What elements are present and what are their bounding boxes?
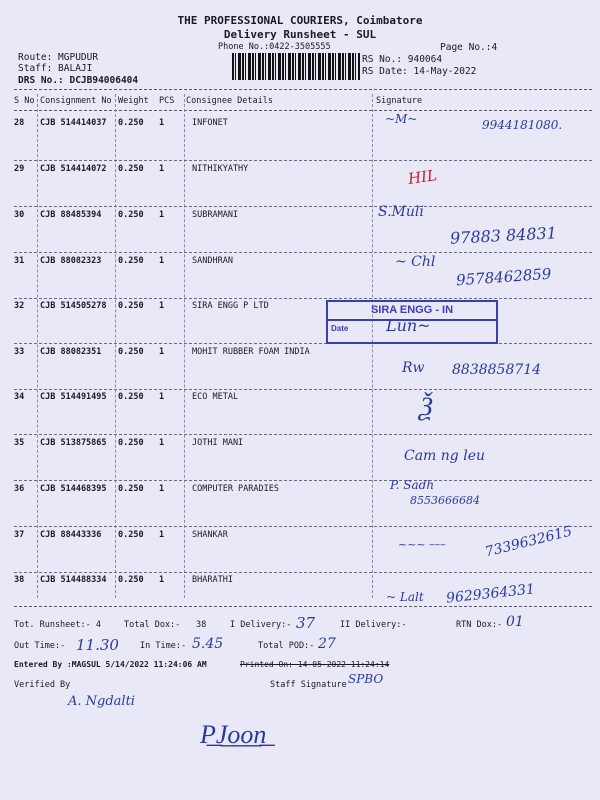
total-runsheet: Tot. Runsheet:- 4 (14, 620, 101, 630)
handwritten-phone: 8553666684 (410, 494, 480, 507)
row-sno: 29 (14, 164, 25, 174)
row-weight: 0.250 (118, 530, 144, 540)
signature-scribble: ~ Chl (395, 254, 436, 270)
table-row (14, 392, 594, 438)
signature-scribble: Lun~ (386, 316, 431, 335)
row-sno: 34 (14, 392, 25, 402)
row-weight: 0.250 (118, 210, 144, 220)
entered-by: Entered By :MAGSUL 5/14/2022 11:24:06 AM (14, 660, 207, 669)
row-pcs: 1 (159, 301, 165, 311)
route: Route: MGPUDUR (18, 52, 99, 63)
row-weight: 0.250 (118, 392, 144, 402)
row-weight: 0.250 (118, 438, 144, 448)
row-sno: 38 (14, 575, 25, 585)
row-divider (14, 389, 592, 390)
in-time-value: 5.45 (192, 636, 224, 652)
row-pcs: 1 (159, 347, 165, 357)
handwritten-phone: 9578462859 (455, 264, 552, 290)
staff-signature: SPBO (348, 672, 384, 686)
signature-scribble: ~ Lalt (386, 590, 424, 604)
row-sno: 30 (14, 210, 25, 220)
verifier-signature: A. Ngdalti (68, 694, 135, 709)
row-consignee: NITHIKYATHY (192, 164, 249, 174)
row-pcs: 1 (159, 438, 165, 448)
printed-on: Printed On: 14-05-2022 11:24:14 (240, 660, 390, 669)
handwritten-phone: 97883 84831 (449, 223, 558, 248)
row-weight: 0.250 (118, 301, 144, 311)
table-row (14, 301, 594, 347)
handwritten-phone: 9944181080. (482, 118, 563, 132)
stamp-date-label: Date (331, 324, 349, 333)
phone-number: Phone No.:0422-3505555 (218, 42, 331, 52)
row-pcs: 1 (159, 256, 165, 266)
row-divider (14, 343, 592, 344)
row-consignee: SUBRAMANI (192, 210, 239, 220)
signature-scribble: ~~~ ––– (398, 538, 446, 551)
signature-scribble: Rw (402, 360, 425, 376)
page-number: Page No.:4 (440, 42, 498, 53)
row-divider (14, 434, 592, 435)
header-rule-bottom (14, 110, 592, 111)
stamp-title: SIRA ENGG - IN (328, 302, 496, 321)
drs-number: DRS No.: DCJB94006404 (18, 75, 139, 86)
row-pcs: 1 (159, 164, 165, 174)
signature-scribble: Cam ng leu (404, 448, 485, 464)
handwritten-phone: 9629364331 (445, 581, 536, 607)
signature-scribble: ~M~ (385, 112, 418, 126)
row-consignee: ECO METAL (192, 392, 239, 402)
rs-number: RS No.: 940064 (362, 54, 443, 65)
row-consignment: CJB 514505278 (40, 301, 107, 311)
signature-scribble: Ѯ (420, 392, 433, 422)
signature-scribble: P͟J͟o͟o͟n͟ (200, 720, 267, 750)
row-weight: 0.250 (118, 118, 144, 128)
row-pcs: 1 (159, 530, 165, 540)
row-consignee: SANDHRAN (192, 256, 233, 266)
row-pcs: 1 (159, 118, 165, 128)
row-divider (14, 160, 592, 161)
row-consignee: COMPUTER PARADIES (192, 484, 279, 494)
row-divider (14, 526, 592, 527)
table-row (14, 164, 594, 210)
row-pcs: 1 (159, 575, 165, 585)
row-weight: 0.250 (118, 575, 144, 585)
row-consignment: CJB 514468395 (40, 484, 107, 494)
row-sno: 28 (14, 118, 25, 128)
staff: Staff: BALAJI (18, 63, 93, 74)
rs-date: RS Date: 14-May-2022 (362, 66, 477, 77)
row-consignee: MOHIT RUBBER FOAM INDIA (192, 347, 310, 357)
header-rule-top (14, 89, 592, 90)
row-consignee: INFONET (192, 118, 228, 128)
row-pcs: 1 (159, 484, 165, 494)
table-header (14, 96, 594, 108)
row-weight: 0.250 (118, 256, 144, 266)
row-pcs: 1 (159, 210, 165, 220)
total-dox-label: Total Dox:- (124, 620, 181, 630)
row-consignment: CJB 514414037 (40, 118, 107, 128)
table-row (14, 484, 594, 530)
row-consignment: CJB 514491495 (40, 392, 107, 402)
verified-by-label: Verified By (14, 680, 71, 690)
row-consignee: JOTHI MANI (192, 438, 244, 448)
i-delivery-value: 37 (296, 614, 316, 632)
total-dox-value: 38 (196, 620, 207, 630)
rtn-dox-label: RTN Dox:- (456, 620, 503, 630)
col-consignment: Consignment No (40, 96, 112, 106)
row-divider (14, 572, 592, 573)
row-consignment: CJB 88443336 (40, 530, 102, 540)
total-pod-label: Total POD:- (258, 641, 315, 651)
row-sno: 36 (14, 484, 25, 494)
i-delivery-label: I Delivery:- (230, 620, 292, 630)
row-divider (14, 206, 592, 207)
table-rule-bottom (14, 606, 592, 607)
handwritten-phone: 7339632615 (483, 523, 574, 561)
row-consignment: CJB 514414072 (40, 164, 107, 174)
row-consignment: CJB 88082323 (40, 256, 102, 266)
row-weight: 0.250 (118, 347, 144, 357)
in-time-label: In Time:- (140, 641, 187, 651)
row-sno: 33 (14, 347, 25, 357)
row-pcs: 1 (159, 392, 165, 402)
row-consignee: BHARATHI (192, 575, 233, 585)
row-weight: 0.250 (118, 164, 144, 174)
row-sno: 37 (14, 530, 25, 540)
handwritten-phone: 8838858714 (452, 362, 542, 378)
col-weight: Weight (118, 96, 149, 106)
ii-delivery-label: II Delivery:- (340, 620, 407, 630)
row-sno: 35 (14, 438, 25, 448)
row-weight: 0.250 (118, 484, 144, 494)
col-pcs: PCS (159, 96, 175, 106)
out-time-value: 11.30 (76, 636, 119, 654)
handwritten-signature: P. Sadh (390, 478, 435, 492)
row-consignment: CJB 88485394 (40, 210, 102, 220)
row-divider (14, 298, 592, 299)
col-sno: S No (14, 96, 35, 106)
col-signature: Signature (376, 96, 423, 106)
row-consignment: CJB 513875865 (40, 438, 107, 448)
col-consignee: Consignee Details (186, 96, 273, 106)
total-pod-value: 27 (318, 636, 336, 652)
row-consignment: CJB 88082351 (40, 347, 102, 357)
handwritten-signature: S.Muli (378, 204, 424, 220)
document-title: Delivery Runsheet - SUL (223, 28, 377, 41)
table-row (14, 438, 594, 484)
row-sno: 31 (14, 256, 25, 266)
staff-signature-label: Staff Signature (270, 680, 347, 690)
row-sno: 32 (14, 301, 25, 311)
row-consignee: SHANKAR (192, 530, 228, 540)
company-name: THE PROFESSIONAL COURIERS, Coimbatore (177, 14, 423, 27)
barcode (232, 53, 360, 80)
row-consignment: CJB 514488334 (40, 575, 107, 585)
row-divider (14, 252, 592, 253)
row-consignee: SIRA ENGG P LTD (192, 301, 269, 311)
out-time-label: Out Time:- (14, 641, 66, 651)
rtn-dox-value: 01 (506, 614, 524, 630)
row-divider (14, 480, 592, 481)
handwritten-note: HIL (406, 166, 439, 188)
